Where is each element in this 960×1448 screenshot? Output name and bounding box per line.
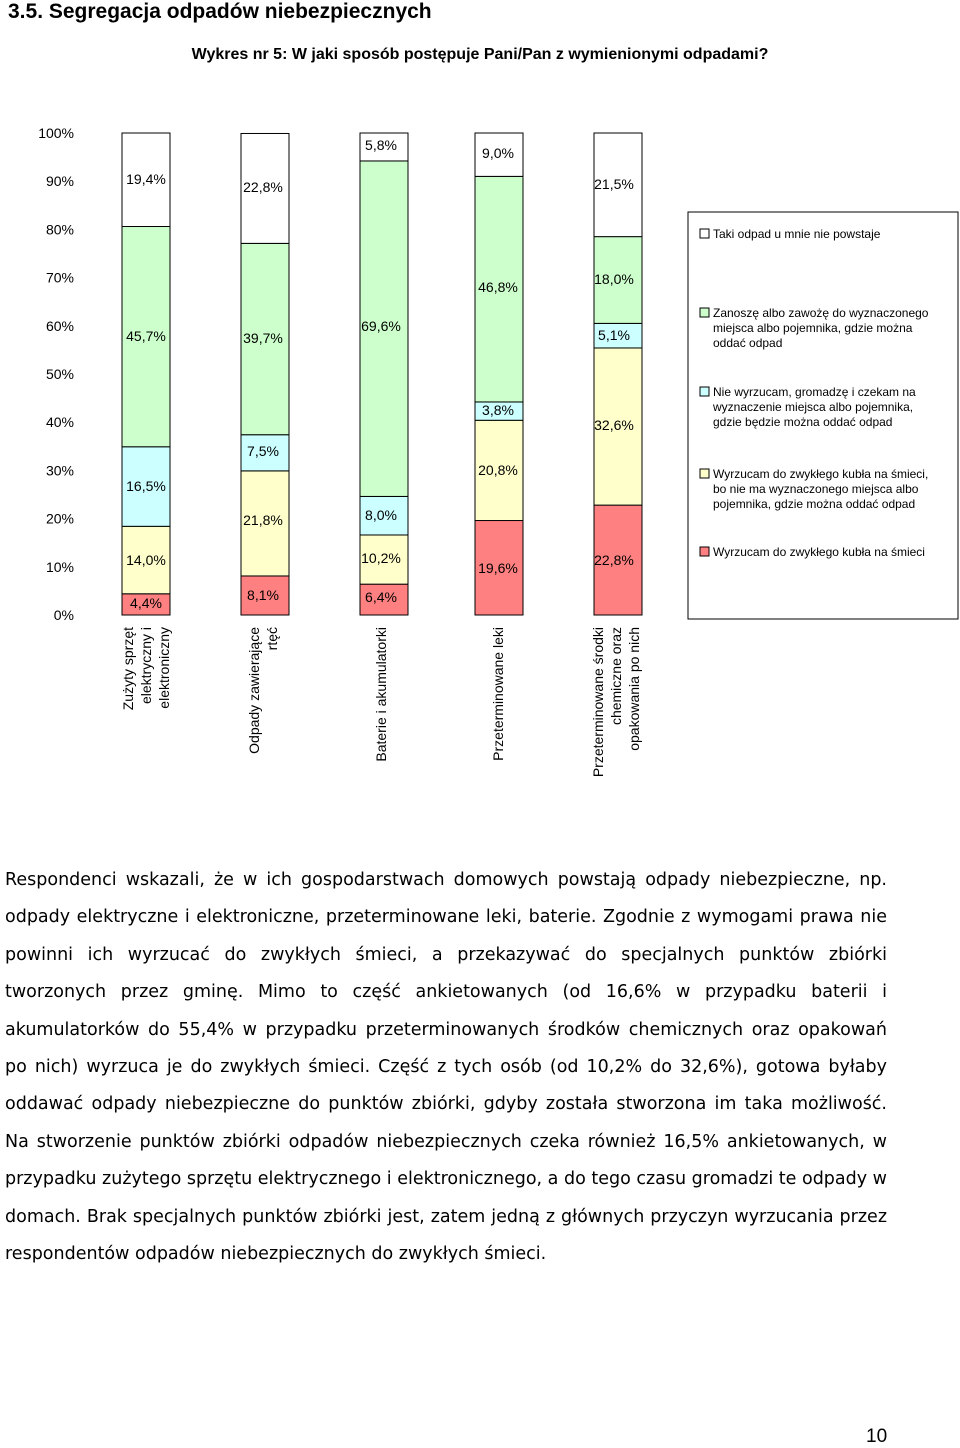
y-tick-label: 30%: [45, 462, 74, 479]
y-tick-label: 80%: [45, 221, 74, 238]
legend-swatch: [700, 229, 709, 238]
legend-swatch: [700, 308, 709, 317]
legend: [688, 212, 958, 619]
y-tick-label: 90%: [45, 173, 74, 190]
legend-label: Nie wyrzucam, gromadzę i czekam na: [713, 385, 916, 399]
data-label: 5,8%: [365, 137, 397, 153]
data-label: 45,7%: [126, 328, 166, 344]
legend-label: miejsca albo pojemnika, gdzie można: [713, 321, 913, 335]
section-heading: 3.5. Segregacja odpadów niebezpiecznych: [8, 0, 432, 23]
data-label: 20,8%: [478, 462, 518, 478]
x-category-label: rtęć: [264, 627, 280, 651]
data-label: 69,6%: [361, 318, 401, 334]
data-label: 8,0%: [365, 507, 397, 523]
bars: [122, 133, 642, 615]
data-label: 21,8%: [243, 512, 283, 528]
data-label: 18,0%: [594, 271, 634, 287]
legend-label: wyznaczenie miejsca albo pojemnika,: [713, 400, 914, 414]
y-tick-label: 70%: [45, 269, 74, 286]
legend-label: Zanoszę albo zawożę do wyznaczonego: [713, 306, 929, 320]
x-category-label: elektroniczny: [156, 627, 172, 709]
legend-swatch: [700, 547, 709, 556]
data-label: 10,2%: [361, 550, 401, 566]
y-tick-label: 60%: [45, 317, 74, 334]
data-label: 14,0%: [126, 552, 166, 568]
y-tick-label: 40%: [45, 414, 74, 431]
data-label: 22,8%: [243, 179, 283, 195]
legend-label: bo nie ma wyznaczonego miejsca albo: [713, 482, 919, 496]
body-paragraph: Respondenci wskazali, że w ich gospodarstwach domowych powstają odpady niebezpieczne, np. odpady elektryczne i elektroniczne, przeterminowane leki, baterie. Zgodnie z wymogami prawa nie powinni ich wyrzucać do zwykłych śmieci, a przekazywać do specjalnych punktów zbiórki tworzonych przez gminę. Mimo to część ankietowanych (od 16,6% w przypadku baterii i akumulatorków do 55,4% w przypadku przeterminowanych środków chemicznych oraz opakowań po nich) wyrzuca je do zwykłych śmieci. Część z tych osób (od 10,2% do 32,6%), gotowa byłaby oddawać odpady niebezpieczne do punktów zbiórki, gdyby została stworzona im taka możliwość. Na stworzenie punktów zbiórki odpadów niebezpiecznych czeka również 16,5% ankietowanych, w przypadku zużytego sprzętu elektrycznego i elektronicznego, a do tego czasu gromadzi te odpady w domach. Brak specjalnych punktów zbiórki jest, zatem jedną z głównych przyczyn wyrzucania przez respondentów odpadów niebezpiecznych do zwykłych śmieci.: [5, 870, 887, 1265]
x-category-label: Baterie i akumulatorki: [373, 627, 389, 762]
data-label: 6,4%: [365, 589, 397, 605]
data-label: 39,7%: [243, 330, 283, 346]
data-label: 22,8%: [594, 552, 634, 568]
x-axis-labels: [120, 627, 642, 777]
x-category-label: Odpady zawierające: [246, 627, 262, 754]
data-label: 7,5%: [247, 443, 279, 459]
legend-label: Taki odpad u mnie nie powstaje: [713, 227, 881, 241]
data-label: 46,8%: [478, 279, 518, 295]
legend-swatch: [700, 469, 709, 478]
data-label: 32,6%: [594, 417, 634, 433]
data-label: 21,5%: [594, 176, 634, 192]
x-category-label: elektryczny i: [138, 627, 154, 705]
data-label: 19,4%: [126, 171, 166, 187]
data-label: 5,1%: [598, 327, 630, 343]
y-axis: [38, 125, 74, 623]
legend-label: oddać odpad: [713, 336, 783, 350]
data-label: 4,4%: [130, 595, 162, 611]
y-tick-label: 0%: [53, 607, 74, 623]
legend-label: Wyrzucam do zwykłego kubła na śmieci: [713, 545, 925, 559]
legend-label: Wyrzucam do zwykłego kubła na śmieci,: [713, 467, 929, 481]
x-category-label: Przeterminowane środki: [590, 627, 606, 778]
data-label: 8,1%: [247, 587, 279, 603]
page-number: 10: [866, 1426, 888, 1447]
y-tick-label: 10%: [45, 558, 74, 575]
data-label: 16,5%: [126, 478, 166, 494]
y-tick-label: 50%: [45, 366, 74, 382]
data-label: 19,6%: [478, 560, 518, 576]
data-label: 3,8%: [482, 402, 514, 418]
x-category-label: chemiczne oraz: [608, 627, 624, 726]
x-category-label: opakowania po nich: [626, 627, 642, 751]
y-tick-label: 100%: [38, 125, 74, 141]
legend-label: gdzie będzie można oddać odpad: [713, 415, 893, 429]
legend-swatch: [700, 387, 709, 396]
x-category-label: Przeterminowane leki: [490, 627, 506, 761]
data-label: 9,0%: [482, 145, 514, 161]
legend-label: pojemnika, gdzie można oddać odpad: [713, 497, 916, 511]
y-tick-label: 20%: [45, 510, 74, 527]
x-category-label: Zużyty sprzęt: [120, 627, 136, 711]
chart-title: Wykres nr 5: W jaki sposób postępuje Pani/Pan z wymienionymi odpadami?: [191, 46, 769, 63]
